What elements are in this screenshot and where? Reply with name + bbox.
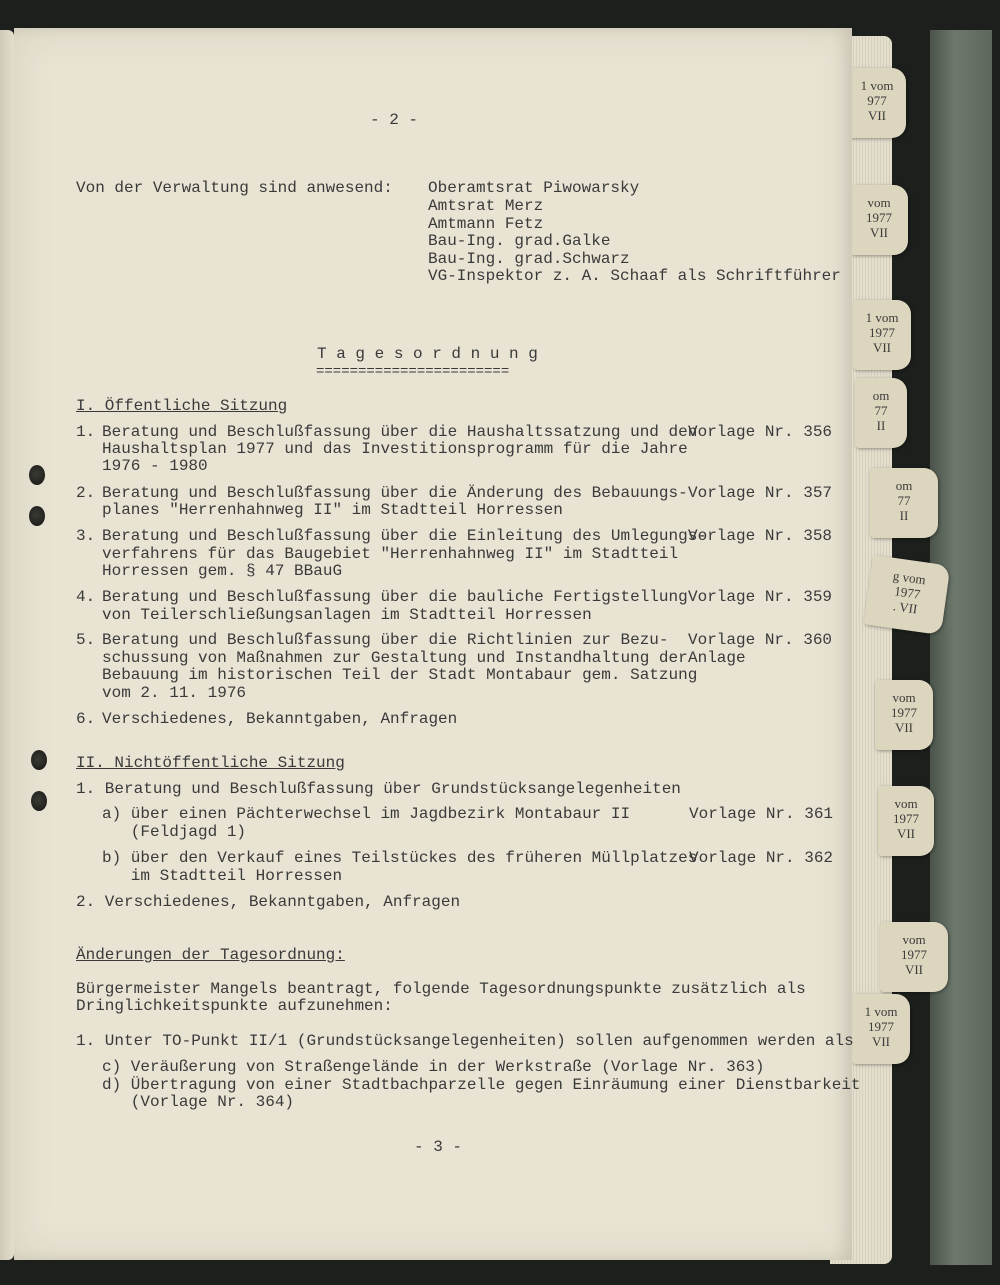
attendee-name: Amtsrat Merz <box>428 197 544 215</box>
agenda-item-ref: Vorlage Nr. 358 <box>688 527 833 545</box>
attendee-name: Oberamtsrat Piwowarsky <box>428 179 640 197</box>
agenda-item-text: vom 2. 11. 1976 <box>102 684 247 702</box>
agenda-subitem-text: (Feldjagd 1) <box>102 823 247 841</box>
agenda-item-ref: Vorlage Nr. 362 <box>689 849 834 867</box>
section-heading-public: I. Öffentliche Sitzung <box>76 397 288 415</box>
agenda-item-text: verfahrens für das Baugebiet "Herrenhahnweg II" im Stadtteil <box>102 545 679 563</box>
punch-hole <box>29 506 45 526</box>
page-number: - 2 - <box>370 111 419 129</box>
agenda-item-number: 3. <box>76 527 96 545</box>
attendee-name: Amtmann Fetz <box>428 215 544 233</box>
index-tab: om 77 II <box>855 378 907 448</box>
agenda-subitem-text: b) über den Verkauf eines Teilstückes des früheren Müllplatzes <box>102 849 698 867</box>
agenda-subitem-text: im Stadtteil Horressen <box>102 867 343 885</box>
agenda-item-ref: Vorlage Nr. 360 <box>688 631 833 649</box>
agenda-item-number: 4. <box>76 588 96 606</box>
index-tab: 1 vom 977 VII <box>848 68 906 138</box>
agenda-item-text: Beratung und Beschlußfassung über die bauliche Fertigstellung <box>102 588 688 606</box>
changes-subitem: (Vorlage Nr. 364) <box>102 1093 295 1111</box>
section-heading-nonpublic: II. Nichtöffentliche Sitzung <box>76 754 345 772</box>
agenda-item-text: Beratung und Beschlußfassung über die Einleitung des Umlegungs- <box>102 527 707 545</box>
punch-hole <box>29 465 45 485</box>
agenda-item-text: Verschiedenes, Bekanntgaben, Anfragen <box>102 710 458 728</box>
punch-hole <box>31 750 47 770</box>
agenda-item-attachment: Anlage <box>688 649 746 667</box>
index-tab: vom 1977 VII <box>880 922 948 992</box>
attendee-name: Bau-Ing. grad.Schwarz <box>428 250 630 268</box>
agenda-item-number: 6. <box>76 710 96 728</box>
agenda-item-text: Haushaltsplan 1977 und das Investitionsprogramm für die Jahre <box>102 440 688 458</box>
punch-hole <box>31 791 47 811</box>
attendees-label: Von der Verwaltung sind anwesend: <box>76 179 393 197</box>
index-tab: 1 vom 1977 VII <box>852 994 910 1064</box>
agenda-item-number: 1. <box>76 423 96 441</box>
changes-intro: Dringlichkeitspunkte aufzunehmen: <box>76 997 393 1015</box>
index-tab: vom 1977 VII <box>875 680 933 750</box>
changes-subitem: c) Veräußerung von Straßengelände in der Werkstraße (Vorlage Nr. 363) <box>102 1058 765 1076</box>
agenda-item-text: schussung von Maßnahmen zur Gestaltung und Instandhaltung der <box>102 649 688 667</box>
agenda-title-rule: ======================= <box>316 364 510 380</box>
attendee-name: Bau-Ing. grad.Galke <box>428 232 611 250</box>
agenda-item-ref: Vorlage Nr. 356 <box>688 423 833 441</box>
agenda-item-text: 1. Beratung und Beschlußfassung über Grundstücksangelegenheiten <box>76 780 681 798</box>
agenda-item-number: 2. <box>76 484 96 502</box>
agenda-item-text: planes "Herrenhahnweg II" im Stadtteil Horressen <box>102 501 563 519</box>
agenda-item-text: Horressen gem. § 47 BBauG <box>102 562 343 580</box>
agenda-title: T a g e s o r d n u n g <box>317 345 538 363</box>
index-tab: vom 1977 VII <box>850 185 908 255</box>
changes-item: 1. Unter TO-Punkt II/1 (Grundstücksangelegenheiten) sollen aufgenommen werden als <box>76 1032 854 1050</box>
changes-subitem: d) Übertragung von einer Stadtbachparzelle gegen Einräumung einer Dienstbarkeit <box>102 1076 861 1094</box>
agenda-subitem-text: a) über einen Pächterwechsel im Jagdbezirk Montabaur II <box>102 805 631 823</box>
agenda-item-text: von Teilerschließungsanlagen im Stadtteil Horressen <box>102 606 592 624</box>
changes-heading: Änderungen der Tagesordnung: <box>76 946 345 964</box>
left-page-edge <box>0 30 14 1260</box>
agenda-item-text: Beratung und Beschlußfassung über die Haushaltssatzung und den <box>102 423 698 441</box>
next-page-marker: - 3 - <box>414 1138 463 1156</box>
agenda-item-text: Bebauung im historischen Teil der Stadt Montabaur gem. Satzung <box>102 666 698 684</box>
agenda-item-number: 5. <box>76 631 96 649</box>
agenda-item-text: 2. Verschiedenes, Bekanntgaben, Anfragen <box>76 893 461 911</box>
index-tab: g vom 1977 . VII <box>864 555 951 635</box>
index-tab: 1 vom 1977 VII <box>853 300 911 370</box>
attendee-name: VG-Inspektor z. A. Schaaf als Schriftführer <box>428 267 841 285</box>
agenda-item-text: Beratung und Beschlußfassung über die Änderung des Bebauungs- <box>102 484 688 502</box>
agenda-item-ref: Vorlage Nr. 359 <box>688 588 833 606</box>
agenda-item-ref: Vorlage Nr. 357 <box>688 484 833 502</box>
agenda-item-text: 1976 - 1980 <box>102 457 208 475</box>
changes-intro: Bürgermeister Mangels beantragt, folgende Tagesordnungspunkte zusätzlich als <box>76 980 806 998</box>
binder-spine <box>930 30 992 1265</box>
agenda-item-text: Beratung und Beschlußfassung über die Richtlinien zur Bezu- <box>102 631 669 649</box>
index-tab: om 77 II <box>870 468 938 538</box>
index-tab: vom 1977 VII <box>878 786 934 856</box>
agenda-item-ref: Vorlage Nr. 361 <box>689 805 834 823</box>
